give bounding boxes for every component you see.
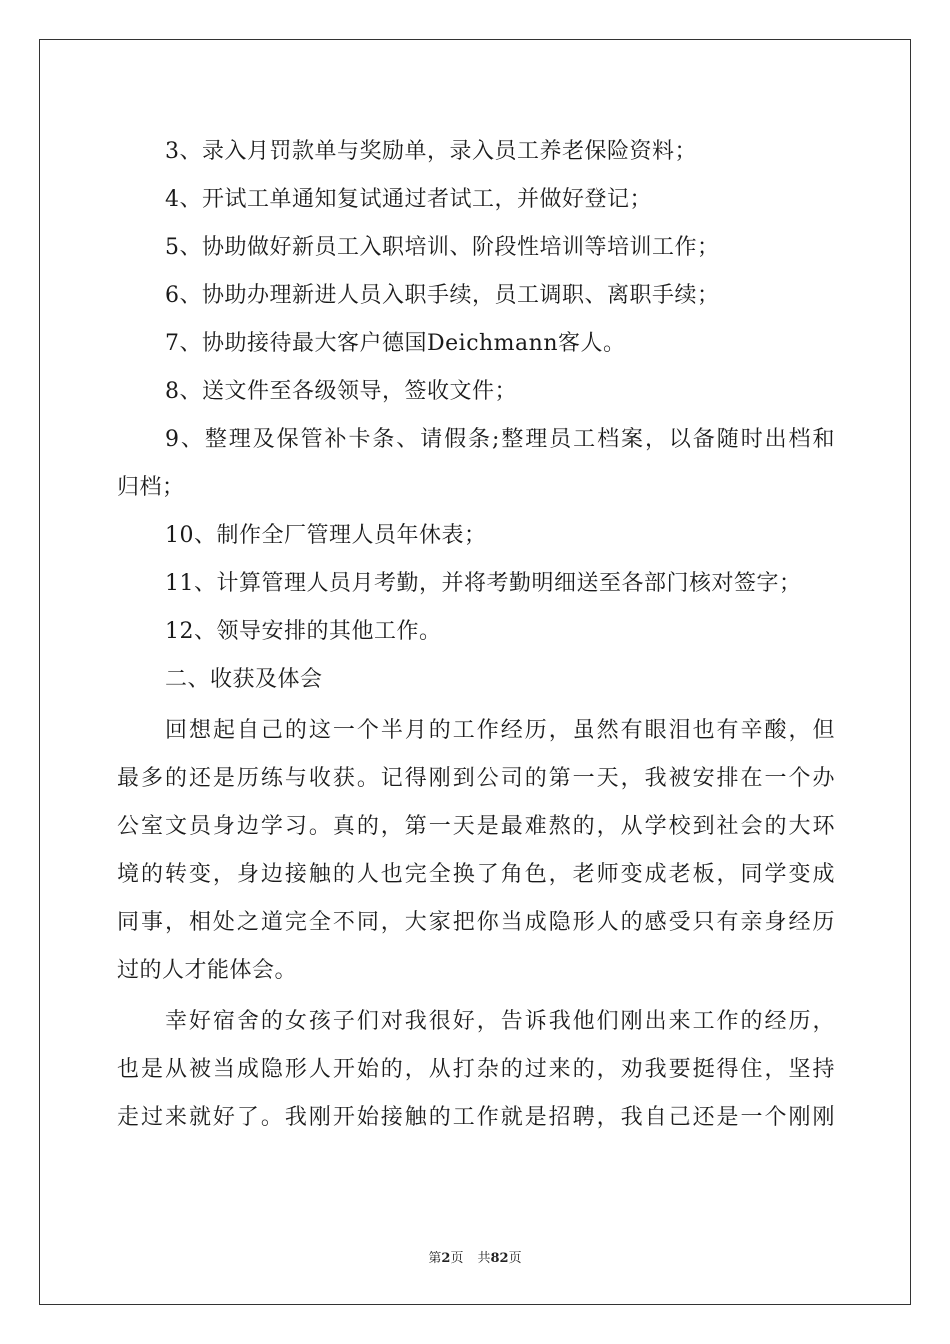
paragraph-1-line-5: 同事，相处之道完全不同，大家把你当成隐形人的感受只有亲身经历	[117, 910, 835, 935]
list-item-5: 5、协助做好新员工入职培训、阶段性培训等培训工作；	[165, 235, 720, 260]
paragraph-1-line-1: 回想起自己的这一个半月的工作经历，虽然有眼泪也有辛酸，但	[165, 718, 835, 743]
paragraph-2-line-3: 走过来就好了。我刚开始接触的工作就是招聘，我自己还是一个刚刚	[117, 1105, 835, 1130]
paragraph-1-line-6: 过的人才能体会。	[117, 958, 298, 983]
page-total: 82	[490, 1251, 509, 1266]
total-prefix: 共	[477, 1251, 491, 1266]
page-prefix: 第	[428, 1251, 442, 1266]
paragraph-2-line-2: 也是从被当成隐形人开始的，从打杂的过来的，劝我要挺得住，坚持	[117, 1057, 835, 1082]
list-item-6: 6、协助办理新进人员入职手续，员工调职、离职手续；	[165, 283, 720, 308]
list-item-4: 4、开试工单通知复试通过者试工，并做好登记；	[165, 187, 652, 212]
list-item-11: 11、计算管理人员月考勤，并将考勤明细送至各部门核对签字；	[165, 571, 802, 596]
list-item-9-line-2: 归档；	[117, 475, 185, 500]
list-item-12: 12、领导安排的其他工作。	[165, 619, 442, 644]
paragraph-2-line-1: 幸好宿舍的女孩子们对我很好，告诉我他们刚出来工作的经历，	[165, 1009, 835, 1034]
page-footer	[0, 1247, 950, 1266]
page-unit: 页	[450, 1251, 464, 1266]
paragraph-1-line-2: 最多的还是历练与收获。记得刚到公司的第一天，我被安排在一个办	[117, 766, 835, 791]
total-unit: 页	[508, 1251, 522, 1266]
paragraph-1-line-4: 境的转变，身边接触的人也完全换了角色，老师变成老板，同学变成	[117, 862, 835, 887]
document-body	[117, 128, 835, 1142]
list-item-10: 10、制作全厂管理人员年休表；	[165, 523, 487, 548]
page-current: 2	[441, 1251, 451, 1266]
list-item-3: 3、录入月罚款单与奖励单，录入员工养老保险资料；	[165, 139, 697, 164]
paragraph-1-line-3: 公室文员身边学习。真的，第一天是最难熬的，从学校到社会的大环	[117, 814, 835, 839]
list-item-8: 8、送文件至各级领导，签收文件；	[165, 379, 517, 404]
section-heading: 二、收获及体会	[165, 667, 323, 692]
list-item-7: 7、协助接待最大客户德国Deichmann客人。	[165, 331, 626, 356]
list-item-9-line-1: 9、整理及保管补卡条、请假条;整理员工档案，以备随时出档和	[165, 427, 835, 452]
